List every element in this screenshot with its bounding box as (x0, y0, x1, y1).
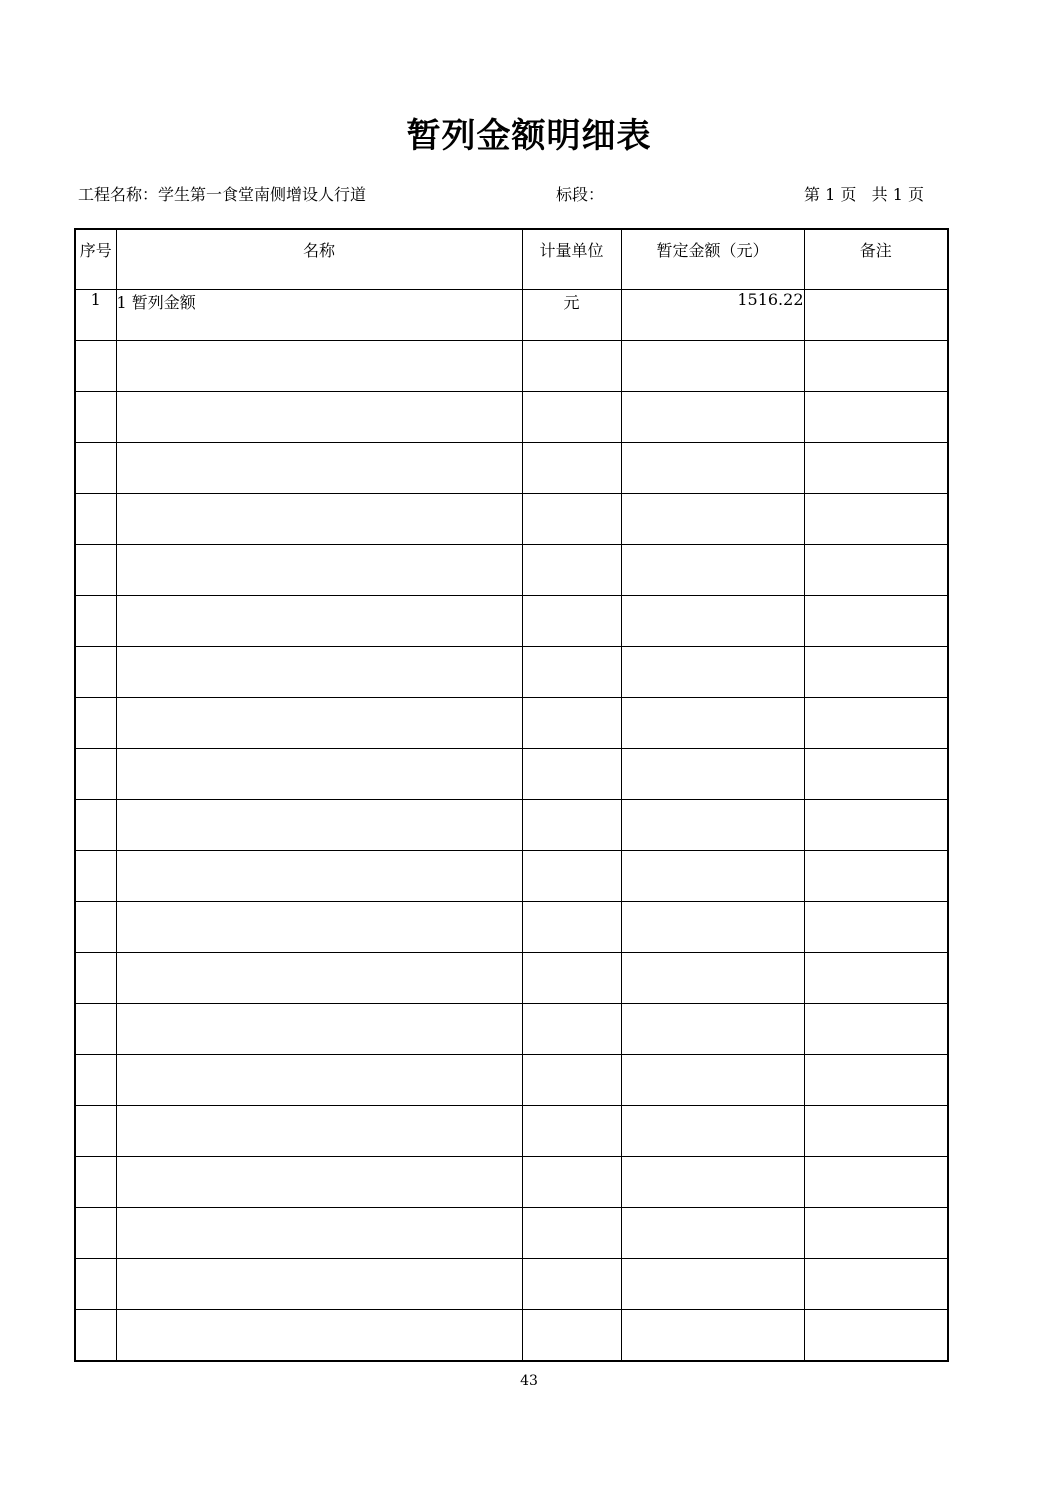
cell-amount (621, 494, 804, 545)
cell-name (116, 1208, 522, 1259)
page-indicator: 第 1 页 共 1 页 (804, 185, 924, 204)
cell-amount: 1516.22 (621, 290, 804, 341)
cell-amount (621, 851, 804, 902)
cell-seq (75, 749, 116, 800)
table-row (75, 851, 948, 902)
cell-seq (75, 1208, 116, 1259)
section-label: 标段： (556, 185, 605, 204)
cell-name (116, 1055, 522, 1106)
table-row (75, 1055, 948, 1106)
cell-name: 1 暂列金额 (116, 290, 522, 341)
cell-seq (75, 1106, 116, 1157)
cell-unit (522, 1310, 621, 1362)
table-header-row (75, 229, 948, 290)
cell-unit (522, 1208, 621, 1259)
cell-unit (522, 1157, 621, 1208)
cell-unit (522, 494, 621, 545)
cell-amount (621, 1157, 804, 1208)
cell-note (804, 1259, 948, 1310)
cell-name (116, 698, 522, 749)
cell-note (804, 698, 948, 749)
table-row (75, 1310, 948, 1362)
table-row (75, 698, 948, 749)
cell-note (804, 953, 948, 1004)
cell-note (804, 800, 948, 851)
cell-note (804, 443, 948, 494)
cell-seq (75, 698, 116, 749)
cell-unit: 元 (522, 290, 621, 341)
table-row (75, 953, 948, 1004)
cell-amount (621, 1055, 804, 1106)
cell-unit (522, 596, 621, 647)
table-row (75, 1259, 948, 1310)
cell-unit (522, 647, 621, 698)
cell-amount (621, 1259, 804, 1310)
cell-unit (522, 1055, 621, 1106)
cell-name (116, 1310, 522, 1362)
cell-amount (621, 800, 804, 851)
cell-name (116, 545, 522, 596)
cell-seq (75, 494, 116, 545)
cell-unit (522, 1004, 621, 1055)
cell-seq (75, 1157, 116, 1208)
cell-amount (621, 953, 804, 1004)
cell-note (804, 1208, 948, 1259)
cell-name (116, 443, 522, 494)
cell-amount (621, 902, 804, 953)
cell-name (116, 1259, 522, 1310)
cell-note (804, 290, 948, 341)
cell-unit (522, 1259, 621, 1310)
cell-name (116, 647, 522, 698)
cell-note (804, 749, 948, 800)
cell-name (116, 902, 522, 953)
table-row (75, 749, 948, 800)
cell-unit (522, 341, 621, 392)
cell-seq (75, 1055, 116, 1106)
cell-unit (522, 443, 621, 494)
table-row (75, 800, 948, 851)
cell-seq (75, 1310, 116, 1362)
cell-note (804, 1157, 948, 1208)
cell-name (116, 392, 522, 443)
cell-note (804, 902, 948, 953)
cell-amount (621, 647, 804, 698)
table-row (75, 1106, 948, 1157)
table-row (75, 341, 948, 392)
cell-note (804, 1106, 948, 1157)
cell-name (116, 494, 522, 545)
cell-amount (621, 1106, 804, 1157)
cell-name (116, 800, 522, 851)
cell-unit (522, 1106, 621, 1157)
cell-name (116, 596, 522, 647)
cell-name (116, 1106, 522, 1157)
cell-amount (621, 698, 804, 749)
table-row (75, 596, 948, 647)
cell-amount (621, 749, 804, 800)
cell-seq (75, 392, 116, 443)
cell-amount (621, 545, 804, 596)
table-body (75, 290, 948, 1362)
table-row (75, 494, 948, 545)
cell-name (116, 953, 522, 1004)
cell-note (804, 545, 948, 596)
cell-seq (75, 800, 116, 851)
table-row (75, 1157, 948, 1208)
cell-note (804, 1004, 948, 1055)
cell-note (804, 1310, 948, 1362)
cell-seq (75, 596, 116, 647)
cell-amount (621, 443, 804, 494)
header-unit: 计量单位 (522, 229, 621, 290)
cell-seq (75, 341, 116, 392)
cell-seq: 1 (75, 290, 116, 341)
cell-seq (75, 953, 116, 1004)
provisional-sum-table (74, 228, 949, 1362)
cell-unit (522, 902, 621, 953)
header-seq: 序号 (75, 229, 116, 290)
header-note: 备注 (804, 229, 948, 290)
cell-note (804, 851, 948, 902)
cell-unit (522, 953, 621, 1004)
cell-seq (75, 545, 116, 596)
table-row (75, 647, 948, 698)
cell-name (116, 1157, 522, 1208)
cell-amount (621, 1004, 804, 1055)
table-row (75, 545, 948, 596)
cell-seq (75, 443, 116, 494)
page-number: 43 (520, 1373, 538, 1389)
cell-amount (621, 392, 804, 443)
cell-note (804, 647, 948, 698)
cell-unit (522, 545, 621, 596)
cell-seq (75, 1259, 116, 1310)
cell-note (804, 392, 948, 443)
table-row (75, 392, 948, 443)
table-row (75, 1004, 948, 1055)
cell-unit (522, 851, 621, 902)
table-row (75, 443, 948, 494)
cell-name (116, 1004, 522, 1055)
cell-name (116, 341, 522, 392)
cell-amount (621, 1208, 804, 1259)
table-row (75, 290, 948, 341)
cell-name (116, 851, 522, 902)
cell-note (804, 341, 948, 392)
header-name: 名称 (116, 229, 522, 290)
table-row (75, 902, 948, 953)
cell-seq (75, 902, 116, 953)
cell-unit (522, 800, 621, 851)
cell-note (804, 1055, 948, 1106)
cell-note (804, 494, 948, 545)
cell-seq (75, 647, 116, 698)
cell-seq (75, 851, 116, 902)
header-amount: 暂定金额（元） (621, 229, 804, 290)
cell-amount (621, 341, 804, 392)
cell-unit (522, 698, 621, 749)
table-row (75, 1208, 948, 1259)
cell-seq (75, 1004, 116, 1055)
cell-unit (522, 392, 621, 443)
cell-name (116, 749, 522, 800)
cell-amount (621, 596, 804, 647)
cell-amount (621, 1310, 804, 1362)
cell-note (804, 596, 948, 647)
page-title: 暂列金额明细表 (406, 116, 652, 156)
project-name: 工程名称：学生第一食堂南侧增设人行道 (78, 185, 367, 204)
cell-unit (522, 749, 621, 800)
